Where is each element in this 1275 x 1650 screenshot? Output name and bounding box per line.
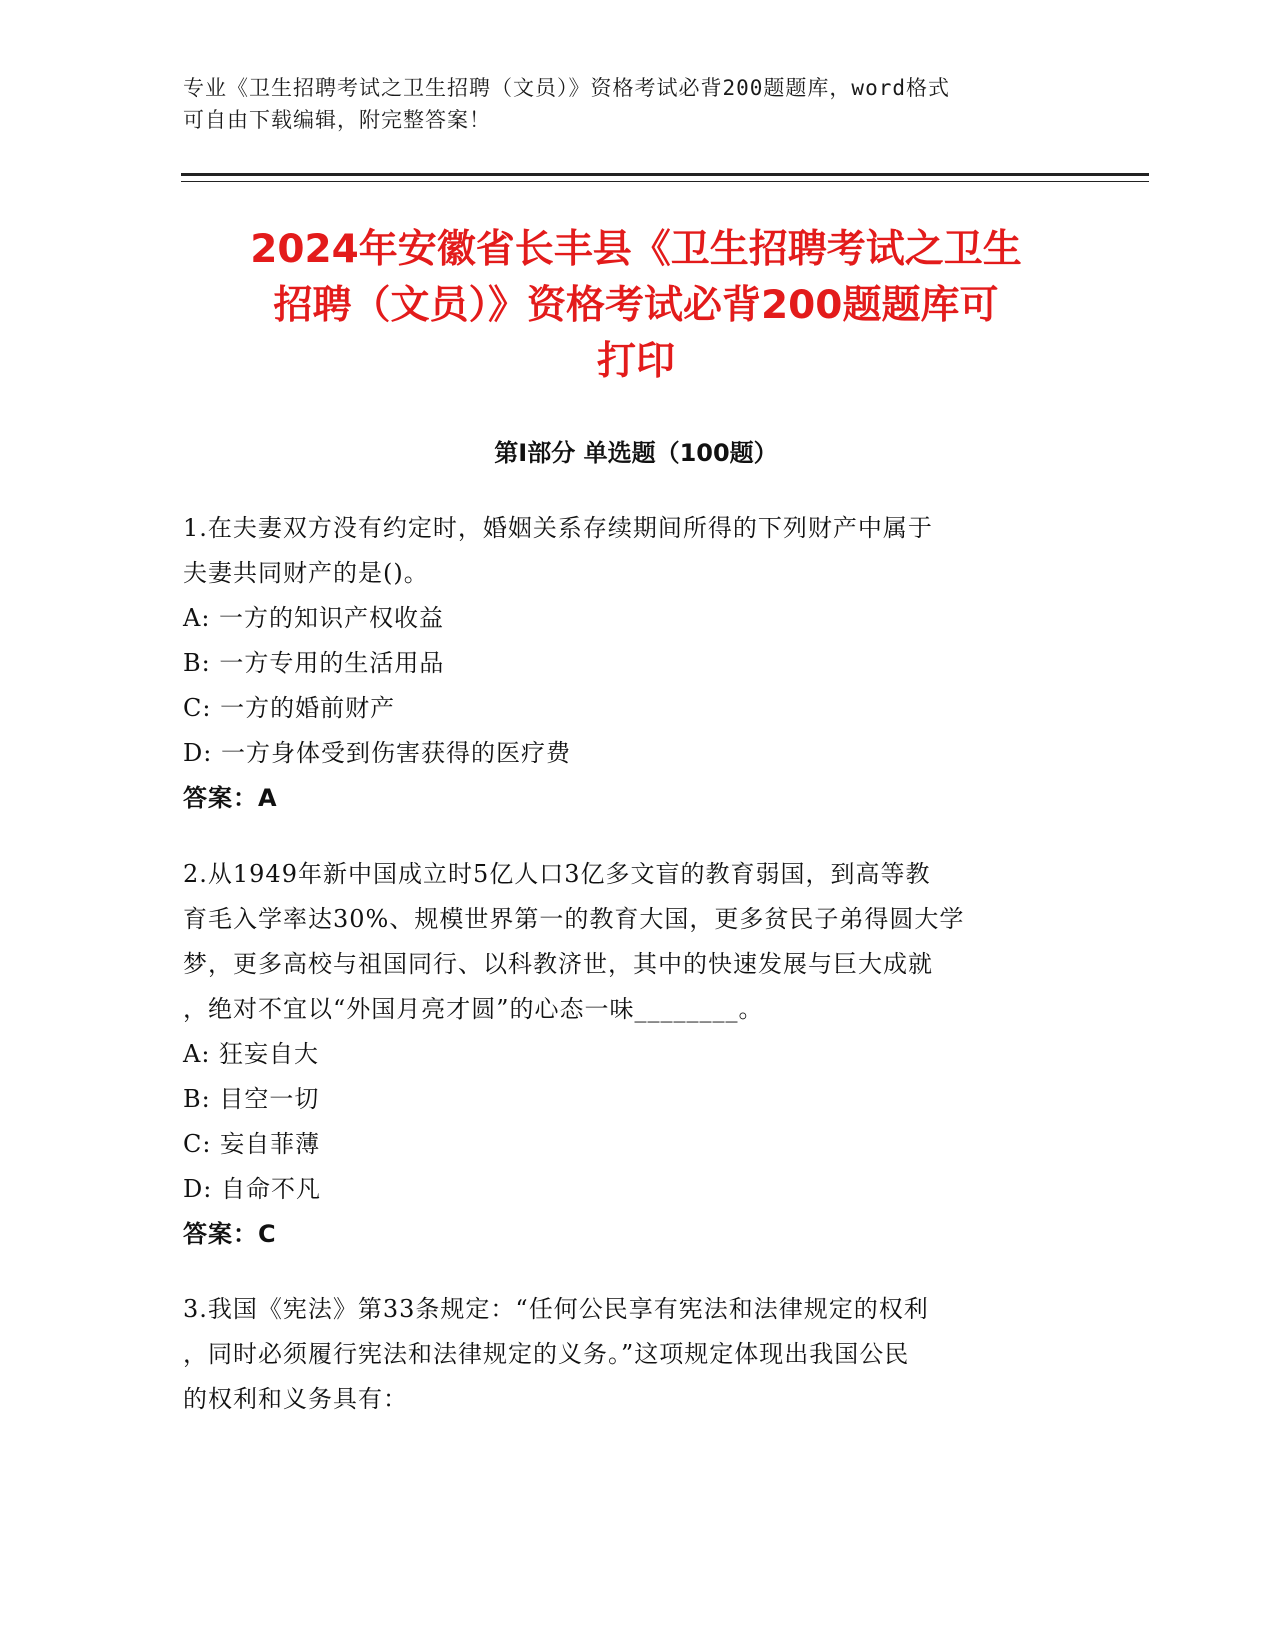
option-d: D: 自命不凡 xyxy=(183,1175,321,1203)
header-divider-thick xyxy=(181,173,1149,176)
document-title xyxy=(180,222,1092,390)
title-line-2: 招聘（文员）》资格考试必背200题题库可 xyxy=(273,283,999,328)
question-stem-line: 育毛入学率达30%、规模世界第一的教育大国，更多贫民子弟得圆大学 xyxy=(183,905,965,933)
question-stem-line: 2.从1949年新中国成立时5亿人口3亿多文盲的教育弱国，到高等教 xyxy=(183,860,931,888)
header-note-line-2: 可自由下载编辑，附完整答案！ xyxy=(183,108,491,132)
title-line-1: 2024年安徽省长丰县《卫生招聘考试之卫生 xyxy=(250,227,1022,272)
question-stem-line: 的权利和义务具有： xyxy=(183,1385,408,1413)
header-note xyxy=(183,72,1043,136)
answer: 答案：C xyxy=(183,1220,277,1248)
option-a: A: 一方的知识产权收益 xyxy=(183,604,445,632)
option-b: B: 一方专用的生活用品 xyxy=(183,649,445,677)
question-stem-line: 夫妻共同财产的是()。 xyxy=(183,559,429,587)
header-note-line-1: 专业《卫生招聘考试之卫生招聘（文员）》资格考试必背200题题库，word格式 xyxy=(183,76,950,100)
question-stem-line: 1.在夫妻双方没有约定时，婚姻关系存续期间所得的下列财产中属于 xyxy=(183,514,933,542)
question-3 xyxy=(183,1287,1073,1422)
option-c: C: 一方的婚前财产 xyxy=(183,694,396,722)
section-heading: 第Ⅰ部分 单选题（100题） xyxy=(494,439,778,467)
question-stem-line: ，同时必须履行宪法和法律规定的义务。”这项规定体现出我国公民 xyxy=(183,1340,910,1368)
option-c: C: 妄自菲薄 xyxy=(183,1130,321,1158)
answer: 答案：A xyxy=(183,784,278,812)
option-b: B: 目空一切 xyxy=(183,1085,320,1113)
question-stem-line: 3.我国《宪法》第33条规定：“任何公民享有宪法和法律规定的权利 xyxy=(183,1295,929,1323)
question-stem-line: 梦，更多高校与祖国同行、以科教济世，其中的快速发展与巨大成就 xyxy=(183,950,933,978)
option-d: D: 一方身体受到伤害获得的医疗费 xyxy=(183,739,571,767)
question-1 xyxy=(183,506,1073,821)
question-stem-line: ，绝对不宜以“外国月亮才圆”的心态一味________。 xyxy=(183,995,764,1023)
header-divider-thin xyxy=(181,181,1149,182)
question-2 xyxy=(183,852,1073,1257)
title-line-3: 打印 xyxy=(596,339,675,384)
option-a: A: 狂妄自大 xyxy=(183,1040,320,1068)
